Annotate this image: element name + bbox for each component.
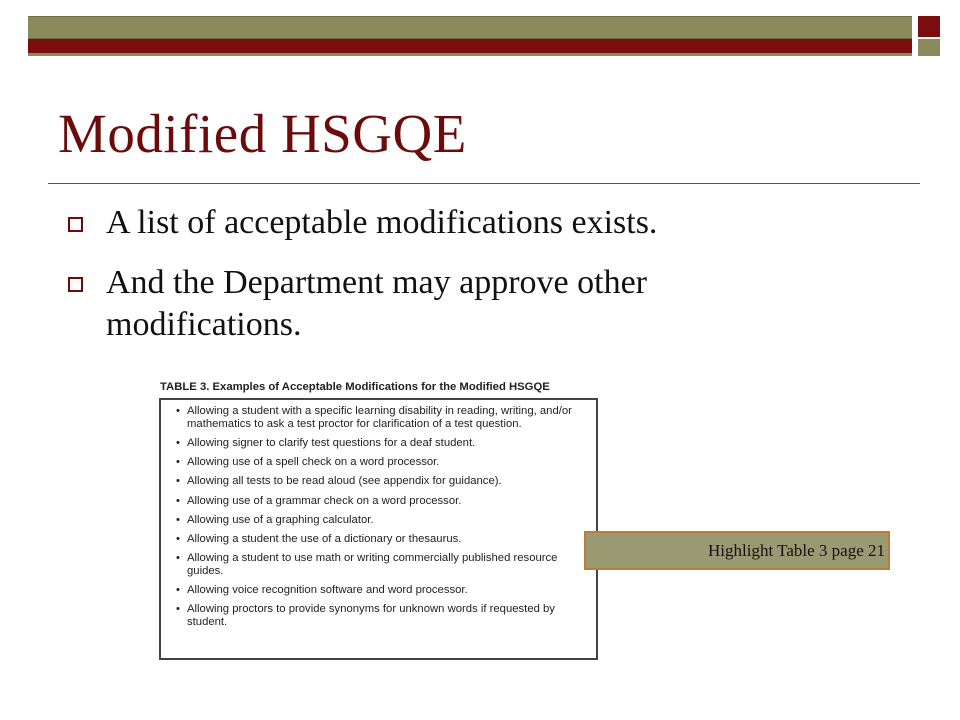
- highlight-callout: Highlight Table 3 page 21: [584, 531, 890, 570]
- header-olive-stripe: [28, 53, 912, 56]
- bullet-item: [64, 262, 824, 346]
- modification-item: • Allowing use of a graphing calculator.: [187, 514, 588, 527]
- modifications-table: [159, 398, 598, 660]
- header-maroon-bar: [28, 39, 912, 53]
- bullet-text: And the Department may approve other modifications.: [106, 264, 647, 343]
- square-bullet-icon: [68, 277, 83, 292]
- bullet-item: [64, 202, 824, 244]
- table-caption: TABLE 3. Examples of Acceptable Modifications for the Modified HSGQE: [160, 381, 550, 393]
- slide-title: Modified HSGQE: [58, 103, 467, 164]
- modification-item: • Allowing a student to use math or writing commercially published resource guides.: [187, 552, 588, 578]
- header-olive-square: [918, 39, 940, 56]
- modification-item: • Allowing signer to clarify test questions for a deaf student.: [187, 437, 588, 450]
- modification-item: • Allowing proctors to provide synonyms for unknown words if requested by student.: [187, 603, 588, 629]
- modifications-list: [161, 400, 596, 630]
- modification-item: • Allowing all tests to be read aloud (see appendix for guidance).: [187, 475, 588, 488]
- header-olive-bar: [28, 16, 912, 39]
- bullet-list: [64, 202, 824, 364]
- square-bullet-icon: [68, 217, 83, 232]
- modification-item: • Allowing a student the use of a dictionary or thesaurus.: [187, 533, 588, 546]
- bullet-text: A list of acceptable modifications exists.: [106, 204, 658, 241]
- header-maroon-square: [918, 16, 940, 37]
- modification-item: • Allowing use of a grammar check on a word processor.: [187, 495, 588, 508]
- modification-item: • Allowing a student with a specific learning disability in reading, writing, and/or mathematics to ask a test proctor for clarification of a test question.: [187, 405, 588, 431]
- modification-item: • Allowing voice recognition software and word processor.: [187, 584, 588, 597]
- title-divider: [48, 183, 920, 184]
- modification-item: • Allowing use of a spell check on a word processor.: [187, 456, 588, 469]
